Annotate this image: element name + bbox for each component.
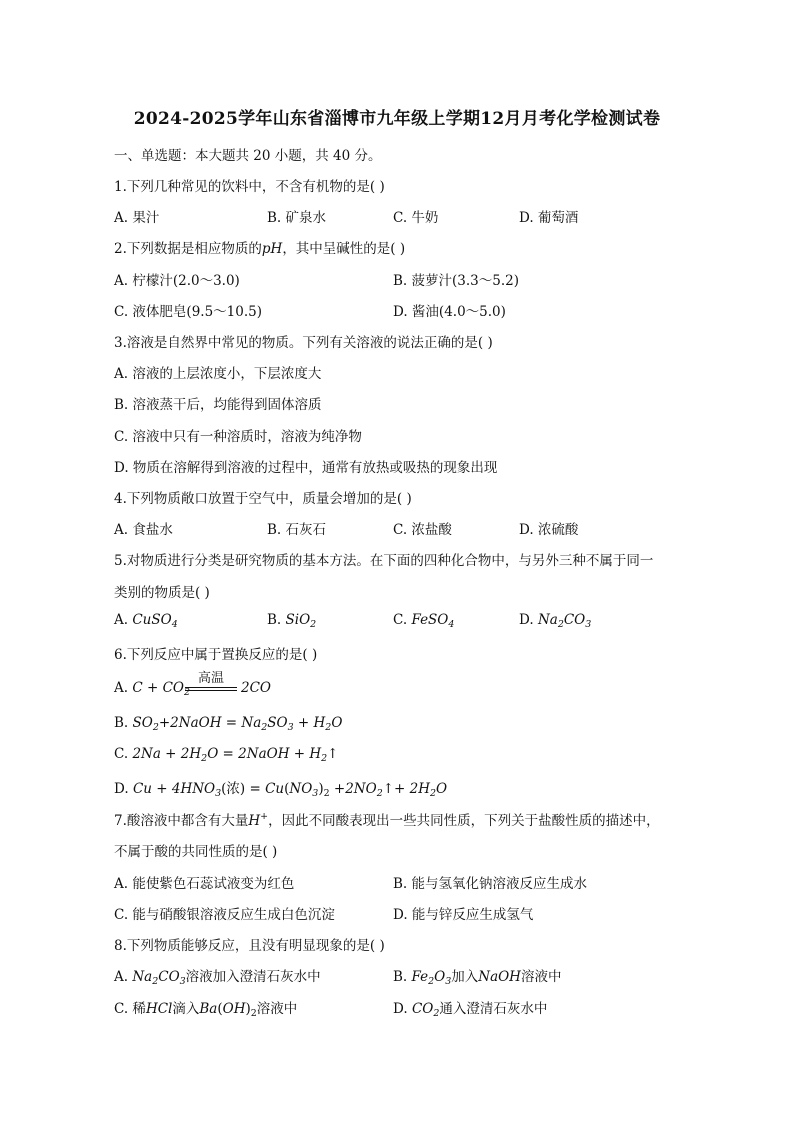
question-1-option-a: A. 果汁 <box>114 210 160 226</box>
question-3-option-c: C. 溶液中只有一种溶质时，溶液为纯净物 <box>114 429 362 445</box>
question-2-option-a: A. 柠檬汁(2.0～3.0) <box>114 273 240 289</box>
question-3-stem: 3.溶液是自然界中常见的物质。下列有关溶液的说法正确的是( ) <box>114 335 493 351</box>
question-4-option-c: C. 浓盐酸 <box>393 522 452 538</box>
question-8-option-b: B. $Fe_2O_3$加入NaOH溶液中 <box>393 969 562 987</box>
question-4-option-d: D. 浓硫酸 <box>519 522 579 538</box>
question-4-option-a: A. 食盐水 <box>114 522 173 538</box>
question-6-option-a: A. $C + CO_2$ <box>114 680 191 698</box>
reaction-condition: 高温 <box>185 671 237 691</box>
question-8-stem: 8.下列物质能够反应，且没有明显现象的是( ) <box>114 938 385 954</box>
question-2-option-d: D. 酱油(4.0～5.0) <box>393 304 506 320</box>
question-4-option-b: B. 石灰石 <box>267 522 327 538</box>
question-8-option-d: D. $CO_2$通入澄清石灰水中 <box>393 1001 548 1019</box>
question-3-option-b: B. 溶液蒸干后，均能得到固体溶质 <box>114 397 322 413</box>
question-5-option-b: B. SiO$_2$ <box>267 612 317 630</box>
question-8-option-a: A. $Na_2CO_3$溶液加入澄清石灰水中 <box>114 969 321 987</box>
question-5-stem-line-1: 5.对物质进行分类是研究物质的基本方法。在下面的四种化合物中，与另外三种不属于同一 <box>114 553 654 569</box>
question-2-option-b: B. 菠萝汁(3.3～5.2) <box>393 273 519 289</box>
question-5-option-d: D. $Na_2CO_3$ <box>519 612 592 630</box>
question-6-stem: 6.下列反应中属于置换反应的是( ) <box>114 647 318 663</box>
question-7-option-a: A. 能使紫色石蕊试液变为红色 <box>114 876 295 892</box>
question-1-stem: 1.下列几种常见的饮料中，不含有机物的是( ) <box>114 179 385 195</box>
question-8-option-c: C. 稀HCl滴入$Ba(OH)_2$溶液中 <box>114 1001 298 1019</box>
question-7-option-c: C. 能与硝酸银溶液反应生成白色沉淀 <box>114 907 335 923</box>
question-1-option-b: B. 矿泉水 <box>267 210 327 226</box>
question-2-option-c: C. 液体肥皂(9.5～10.5) <box>114 304 262 320</box>
question-3-option-a: A. 溶液的上层浓度小，下层浓度大 <box>114 366 322 382</box>
question-7-stem-line-1: 7.酸溶液中都含有大量H+，因此不同酸表现出一些共同性质，下列关于盐酸性质的描述中， <box>114 811 660 829</box>
question-6-option-b: B. $SO_2+2NaOH = Na_2SO_3 + H_2O$ <box>114 715 343 733</box>
question-1-option-c: C. 牛奶 <box>393 210 439 226</box>
question-7-option-b: B. 能与氢氧化钠溶液反应生成水 <box>393 876 588 892</box>
question-7-option-d: D. 能与锌反应生成氢气 <box>393 907 534 923</box>
question-5-option-c: C. FeSO$_4$ <box>393 612 455 630</box>
question-6-option-d: D. $Cu + 4HNO_3$(浓) = $Cu(NO_3)_2$ $+2NO_2↑+ 2H_2O$ <box>114 781 448 799</box>
question-6-option-c: C. $2Na + 2H_2O$ = 2NaOH + $H_2↑$ <box>114 746 339 764</box>
section-heading: 一、单选题：本大题共 20 小题，共 40 分。 <box>114 148 382 164</box>
question-4-stem: 4.下列物质敞口放置于空气中，质量会增加的是( ) <box>114 491 412 507</box>
question-5-option-a: A. CuSO$_4$ <box>114 612 178 630</box>
question-6-option-a-product: 2CO <box>241 680 271 696</box>
question-2-stem: 2.下列数据是相应物质的pH，其中呈碱性的是( ) <box>114 241 406 257</box>
question-1-option-d: D. 葡萄酒 <box>519 210 579 226</box>
question-5-stem-line-2: 类别的物质是( ) <box>114 585 210 601</box>
page-title: 2024-2025学年山东省淄博市九年级上学期12月月考化学检测试卷 <box>133 109 661 129</box>
question-3-option-d: D. 物质在溶解得到溶液的过程中，通常有放热或吸热的现象出现 <box>114 460 498 476</box>
question-7-stem-line-2: 不属于酸的共同性质的是( ) <box>114 844 278 860</box>
